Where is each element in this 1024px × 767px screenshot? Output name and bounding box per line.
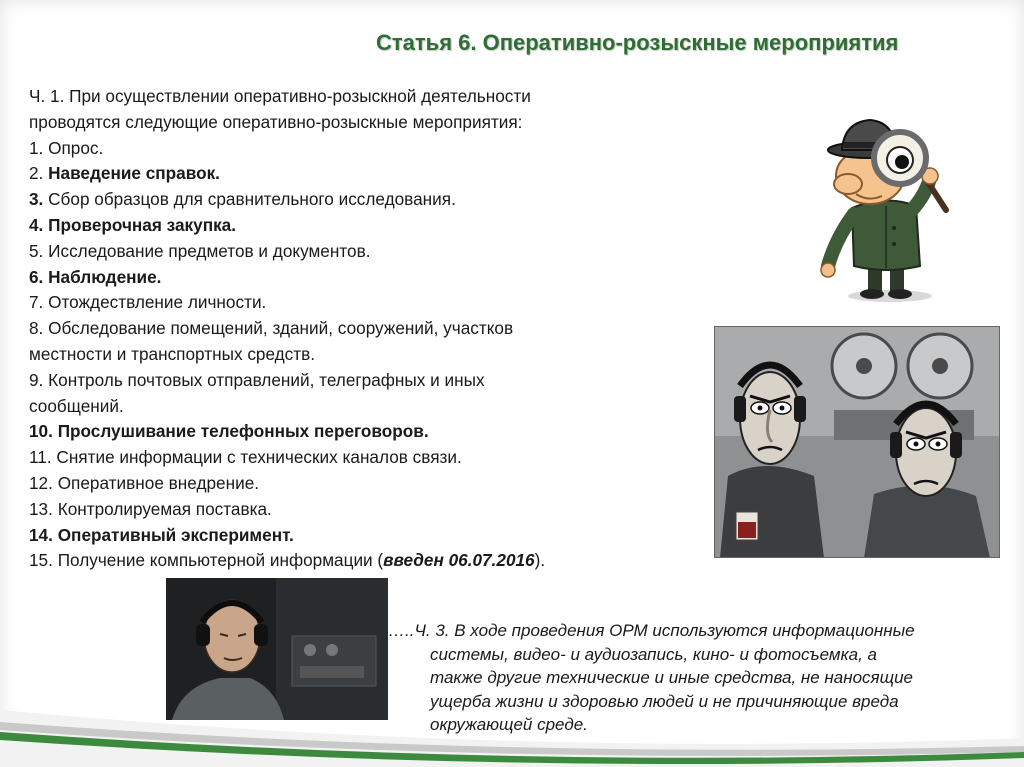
amendment-note: введен 06.07.2016 bbox=[383, 550, 535, 571]
list-item-1: 1. Опрос. bbox=[29, 137, 104, 158]
listener-photo bbox=[166, 578, 388, 720]
list-item-4: 4. Проверочная закупка. bbox=[29, 214, 237, 235]
list-item-9-cont: сообщений. bbox=[29, 395, 124, 416]
list-item-13: 13. Контролируемая поставка. bbox=[29, 498, 272, 519]
list-item-5: 5. Исследование предметов и документов. bbox=[29, 240, 371, 261]
list-item-10: 10. Прослушивание телефонных переговоров. bbox=[29, 421, 429, 442]
slide-title: Статья 6. Оперативно-розыскные мероприятия bbox=[376, 30, 899, 55]
bottom-decoration bbox=[0, 700, 1024, 767]
list-item-15: 15. Получение компьютерной информации (введен 06.07.2016). bbox=[29, 550, 546, 571]
list-item-8: 8. Обследование помещений, зданий, сооружений, участков bbox=[29, 318, 514, 339]
list-item-8-cont: местности и транспортных средств. bbox=[29, 343, 316, 364]
list-item-3: 3. Сбор образцов для сравнительного исследования. bbox=[29, 189, 456, 210]
spies-illustration bbox=[714, 326, 1000, 558]
intro-line: проводятся следующие оперативно-розыскные мероприятия: bbox=[29, 111, 523, 132]
quote-line: также другие технические и иные средства, не наносящие bbox=[430, 668, 913, 688]
list-item-14: 14. Оперативный эксперимент. bbox=[29, 524, 294, 545]
list-item-6: 6. Наблюдение. bbox=[29, 266, 162, 287]
quote-line: окружающей среде. bbox=[430, 715, 588, 735]
intro-line: Ч. 1. При осуществлении оперативно-розыскной деятельности bbox=[29, 86, 531, 106]
quote-line: системы, видео- и аудиозапись, кино- и фотосъемка, а bbox=[430, 644, 877, 664]
list-item-12: 12. Оперативное внедрение. bbox=[29, 472, 260, 493]
quote-line: …..Ч. 3. В ходе проведения ОРМ используются информационные bbox=[388, 621, 915, 640]
list-item-2: 2. Наведение справок. bbox=[29, 163, 220, 184]
list-item-9: 9. Контроль почтовых отправлений, телеграфных и иных bbox=[29, 369, 485, 390]
quote-line: ущерба жизни и здоровью людей и не причиняющие вреда bbox=[430, 691, 899, 711]
article-part-1 bbox=[29, 84, 709, 574]
list-item-11: 11. Снятие информации с технических каналов связи. bbox=[29, 447, 462, 468]
detective-illustration bbox=[808, 110, 958, 310]
list-item-7: 7. Отождествление личности. bbox=[29, 292, 267, 313]
